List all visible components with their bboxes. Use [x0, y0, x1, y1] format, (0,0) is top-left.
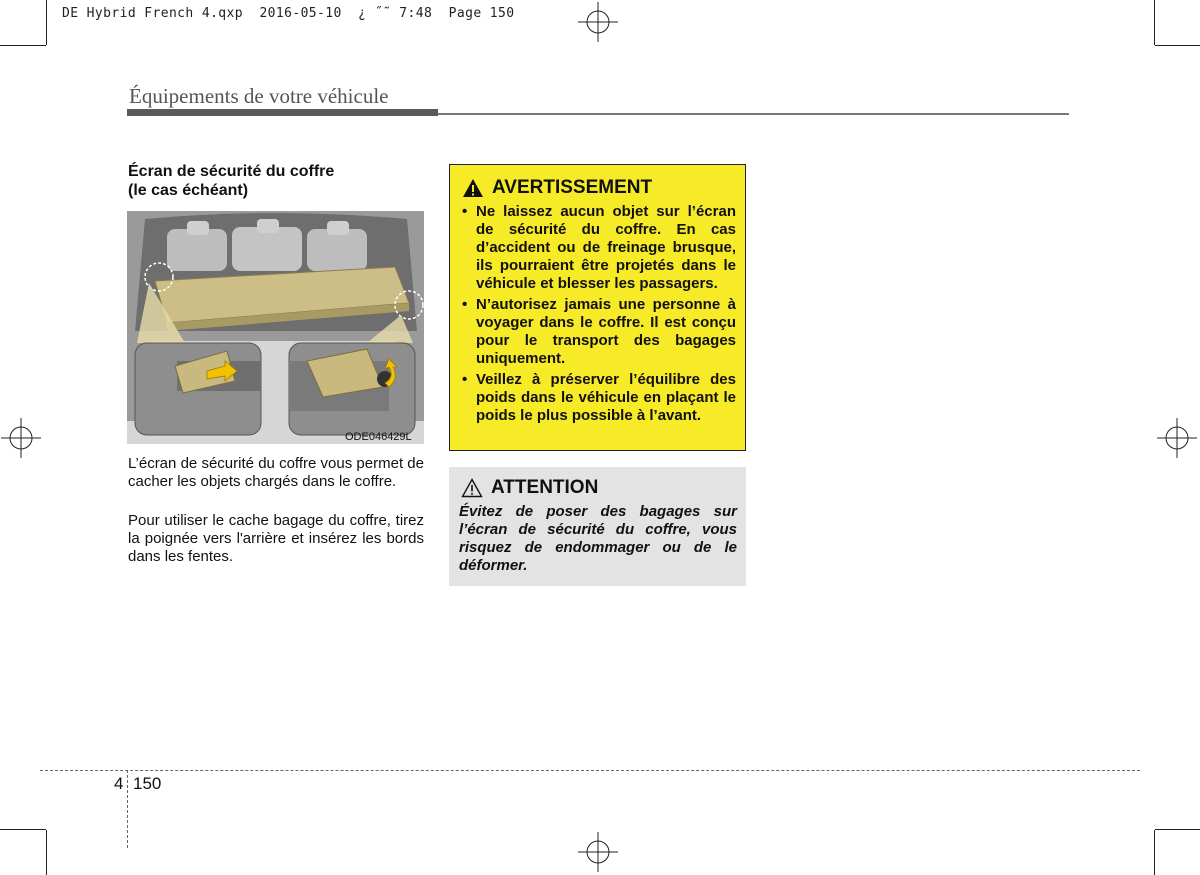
crop-mark	[0, 45, 46, 46]
caution-triangle-icon	[461, 478, 483, 498]
crop-mark	[1154, 830, 1155, 875]
figure-code: ODE046429L	[345, 431, 412, 443]
registration-mark-icon	[578, 2, 618, 42]
header-rule	[127, 109, 438, 116]
page-header-title: Équipements de votre véhicule	[129, 84, 389, 108]
attention-title: ATTENTION	[491, 477, 599, 498]
chapter-number: 4	[114, 774, 124, 793]
footer-divider	[127, 770, 128, 848]
footer-rule	[40, 770, 1140, 771]
header-rule	[438, 113, 1069, 115]
crop-mark	[46, 0, 47, 45]
warning-list	[460, 203, 736, 428]
crop-mark	[0, 829, 46, 830]
attention-header	[461, 477, 598, 499]
crop-mark	[1155, 45, 1200, 46]
cargo-cover-illustration	[127, 211, 424, 444]
warning-header	[462, 177, 652, 199]
warning-item: • Veillez à préserver l’équilibre des poids dans le véhicule en plaçant le poids le plus possible à l’avant.	[460, 371, 736, 425]
section-title	[128, 162, 428, 200]
section-title-line: Écran de sécurité du coffre	[128, 163, 335, 180]
warning-item: • Ne laissez aucun objet sur l’écran de sécurité du coffre. En cas d’accident ou de freinage brusque, ils pourraient être projetés dans le véhicule et blesser les passagers.	[460, 203, 736, 293]
registration-mark-icon	[578, 832, 618, 872]
warning-title: AVERTISSEMENT	[492, 177, 653, 198]
attention-text: Évitez de poser des bagages sur l’écran de sécurité du coffre, vous risquez de endommager ou de le déformer.	[459, 503, 737, 574]
warning-item: • N’autorisez jamais une personne à voyager dans le coffre. Il est conçu pour le transport des bagages uniquement.	[460, 296, 736, 368]
section-title-line: (le cas échéant)	[128, 182, 249, 199]
body-paragraph: L’écran de sécurité du coffre vous permet de cacher les objets chargés dans le coffre.	[128, 455, 424, 490]
registration-mark-icon	[1157, 418, 1197, 458]
body-paragraph: Pour utiliser le cache bagage du coffre, tirez la poignée vers l'arrière et insérez les bords dans les fentes.	[128, 512, 424, 565]
registration-mark-icon	[1, 418, 41, 458]
print-slug: DE Hybrid French 4.qxp 2016-05-10 ¿ ˝˜ 7:48 Page 150	[62, 6, 515, 21]
warning-triangle-icon	[462, 178, 484, 198]
warning-box	[449, 164, 746, 451]
crop-mark	[1155, 829, 1200, 830]
crop-mark	[1154, 0, 1155, 45]
crop-mark	[46, 830, 47, 875]
page-number: 150	[133, 774, 162, 793]
attention-box	[449, 467, 746, 586]
